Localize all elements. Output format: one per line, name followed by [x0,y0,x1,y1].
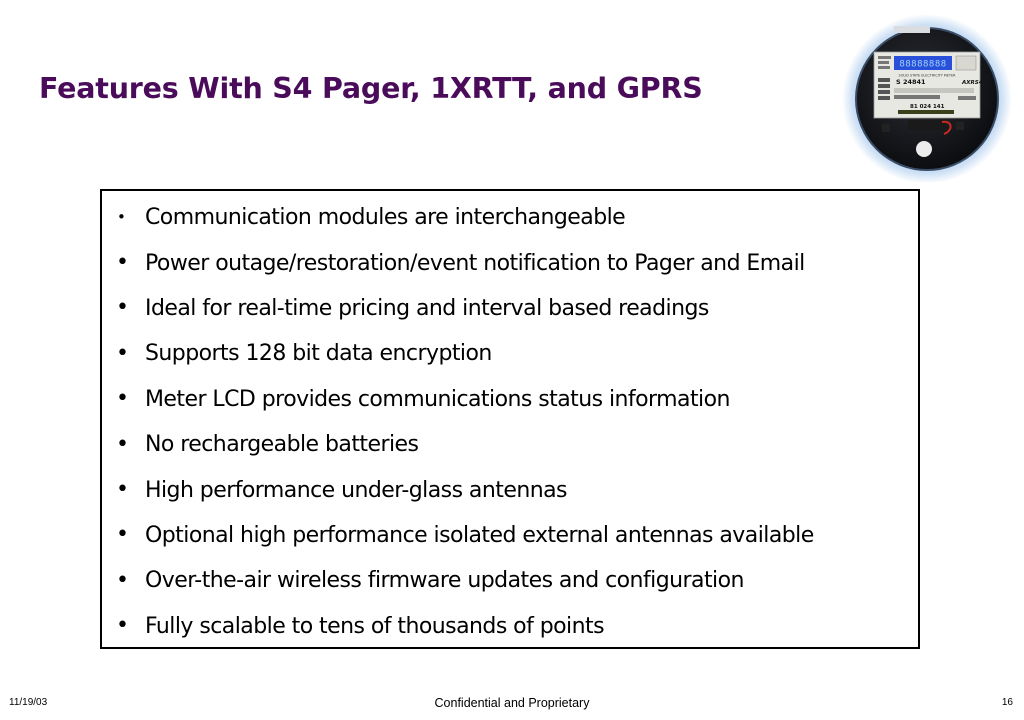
feature-list-box [100,189,920,649]
bullet-marker: • [116,340,129,366]
bullet-marker: • [116,250,129,276]
bullet-marker: • [116,477,129,503]
bullet-marker: • [116,431,129,457]
list-item [114,195,910,240]
meter-model-label: S 24841 [896,78,926,86]
meter-serial-label: 81 024 141 [910,104,945,110]
bullet-marker: • [116,522,129,548]
bullet-text: Meter LCD provides communications status information [145,386,730,412]
meter-brand-label: AXRS4 [962,80,983,86]
slide-title: Features With S4 Pager, 1XRTT, and GPRS [39,72,703,105]
footer-confidential-notice: Confidential and Proprietary [434,696,590,710]
bullet-text: No rechargeable batteries [145,432,419,458]
list-item [114,422,910,467]
bullet-marker: • [116,567,129,593]
bullet-marker: • [116,295,129,321]
list-item [114,558,910,603]
list-item [114,240,910,285]
bullet-marker: • [117,208,126,227]
bullet-marker: • [116,613,129,639]
list-item [114,331,910,376]
electricity-meter-image [838,12,1016,182]
bullet-text: Fully scalable to tens of thousands of points [145,613,605,639]
bullet-text: Over-the-air wireless firmware updates and configuration [145,568,744,594]
page-number: 16 [1001,697,1013,708]
list-item [114,604,910,649]
list-item [114,467,910,512]
meter-nameplate-label: SOLID STATE ELECTRICITY METER [898,73,956,78]
bullet-text: Optional high performance isolated external antennas available [145,522,814,548]
bullet-text: Power outage/restoration/event notification to Pager and Email [145,250,805,276]
bullet-text: High performance under-glass antennas [145,477,567,503]
svg-text:88888888: 88888888 [899,59,947,70]
bullet-text: Ideal for real-time pricing and interval based readings [145,295,709,321]
feature-list [114,195,910,649]
list-item [114,377,910,422]
list-item [114,513,910,558]
bullet-marker: • [116,386,129,412]
bullet-text: Communication modules are interchangeable [145,205,626,231]
list-item [114,286,910,331]
bullet-text: Supports 128 bit data encryption [145,341,492,367]
footer-date: 11/19/03 [9,697,48,708]
